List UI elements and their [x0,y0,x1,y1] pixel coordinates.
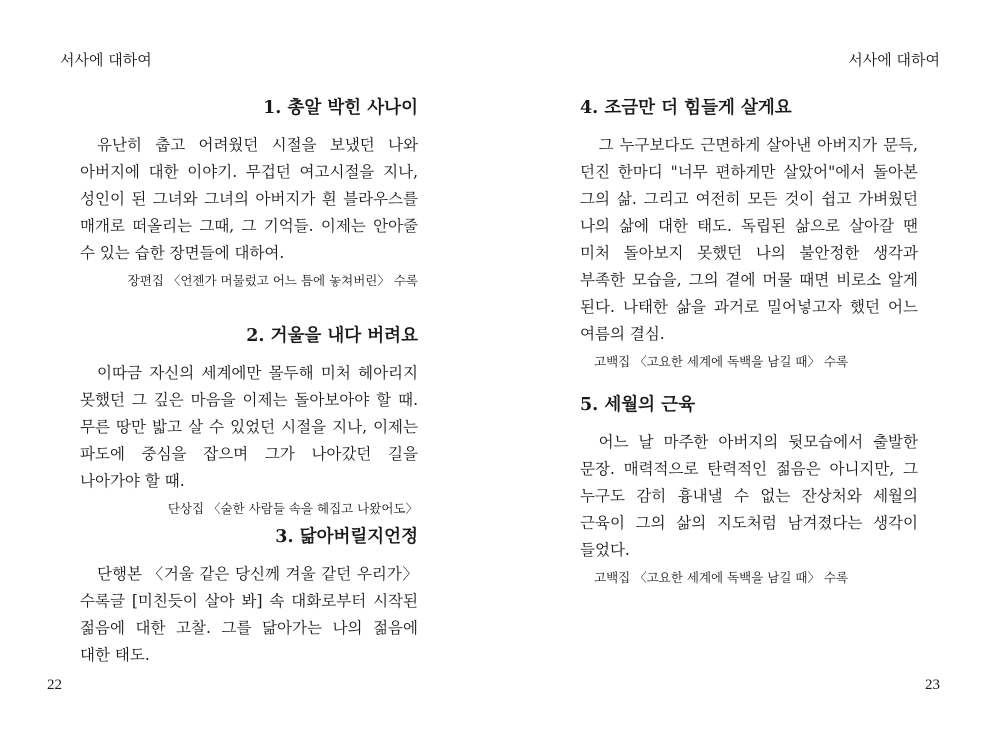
section-source: 고백집 〈고요한 세계에 독백을 남길 때〉 수록 [594,570,849,585]
running-head: 서사에 대하여 [848,51,940,69]
section-1 [80,96,418,290]
section-3 [80,525,418,669]
section-heading: 3. 닮아버릴지언정 [275,527,418,547]
section-5 [580,393,918,587]
section-body: 단행본 〈거울 같은 당신께 겨울 같던 우리가〉 수록글 [미친듯이 살아 봐] 속 대화로부터 시작된 젊음에 대한 고찰. 그를 닮아가는 나의 젊음에 대한 태도. [80,565,418,664]
section-heading: 2. 거울을 내다 버려요 [246,326,418,346]
section-source: 고백집 〈고요한 세계에 독백을 남길 때〉 수록 [594,354,849,369]
page-number: 22 [47,677,62,693]
section-body: 이따금 자신의 세계에만 몰두해 미처 헤아리지 못했던 그 깊은 마음을 이제는 돌아보아야 할 때. 무른 땅만 밟고 살 수 있었던 시절을 지나, 이제는 파도에 중심을 잡으며 그가 나아갔던 길을 나아가야 할 때. [80,364,418,490]
section-source: 장편집 〈언젠가 머물렀고 어느 틈에 놓쳐버린〉 수록 [127,273,418,288]
right-page [500,0,1000,750]
section-heading: 4. 조금만 더 힘들게 살게요 [580,98,792,118]
section-body: 유난히 춥고 어려웠던 시절을 보냈던 나와 아버지에 대한 이야기. 무겁던 여고시절을 지나, 성인이 된 그녀와 그녀의 아버지가 흰 블라우스를 매개로 떠올리는 그때, 그 기억들. 이제는 안아줄 수 있는 습한 장면들에 대하여. [80,136,418,262]
page-number: 23 [925,677,940,693]
section-source: 단상집 〈술한 사람들 속을 헤집고 나왔어도〉 [167,501,418,516]
running-head: 서사에 대하여 [60,51,152,69]
section-2 [80,324,418,518]
section-4 [580,96,918,371]
section-body: 어느 날 마주한 아버지의 뒷모습에서 출발한 문장. 매력적으로 탄력적인 젊음은 아니지만, 그 누구도 감히 흉내낼 수 없는 잔상처와 세월의 근육이 그의 삶의 지도처럼 남겨졌다는 생각이 들었다. [580,433,918,559]
section-body: 그 누구보다도 근면하게 살아낸 아버지가 문득, 던진 한마디 "너무 편하게만 살았어"에서 돌아본 그의 삶. 그리고 여전히 모든 것이 쉽고 가벼웠던 나의 삶에 대한 태도. 독립된 삶으로 살아갈 땐 미처 돌아보지 못했던 나의 불안정한 생각과 부족한 모습을, 그의 곁에 머물 때면 비로소 알게 된다. 나태한 삶을 과거로 밀어넣고자 했던 어느 여름의 결심. [580,136,918,343]
section-heading: 5. 세월의 근육 [580,395,695,415]
section-heading: 1. 총알 박힌 사나이 [263,98,418,118]
